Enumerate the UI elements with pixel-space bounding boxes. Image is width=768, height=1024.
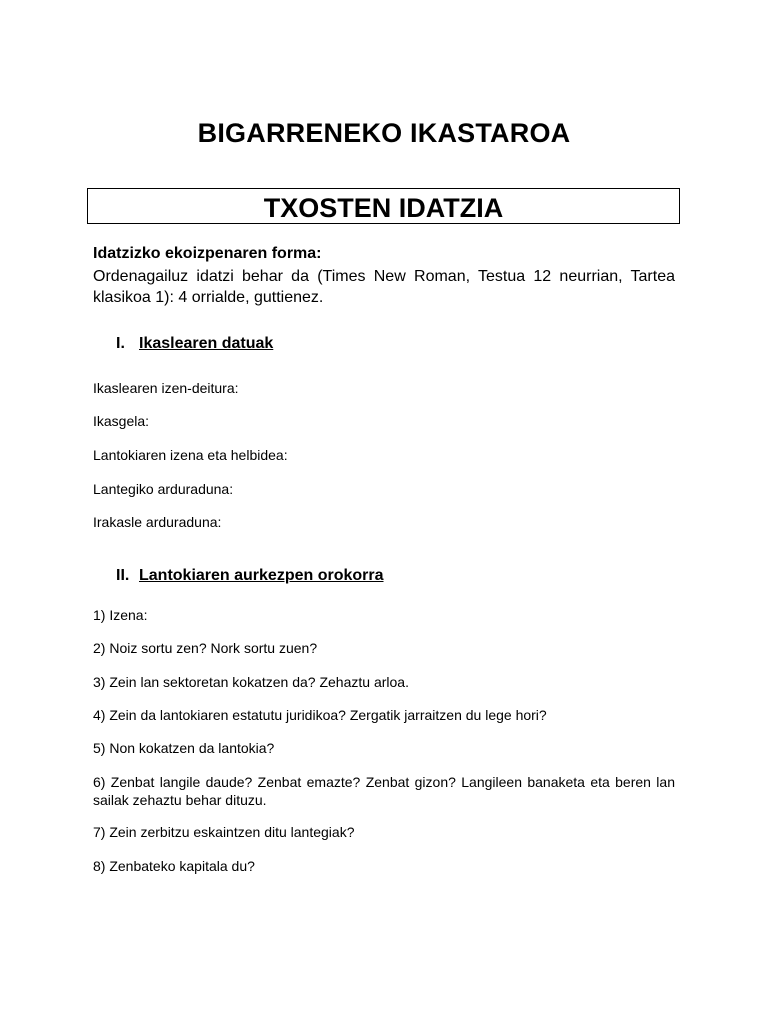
question-item: 2) Noiz sortu zen? Nork sortu zuen?: [93, 640, 318, 656]
section-number: II.: [116, 567, 130, 584]
intro-heading: Idatzizko ekoizpenaren forma:: [93, 245, 322, 262]
question-item: 4) Zein da lantokiaren estatutu juridikoa? Zergatik jarraitzen du lege hori?: [93, 707, 547, 723]
field-teacher: Irakasle arduraduna:: [93, 514, 222, 530]
section-heading-2: [116, 567, 384, 585]
field-class: Ikasgela:: [93, 413, 150, 429]
document-title: BIGARRENEKO IKASTAROA: [197, 118, 571, 148]
question-item: 7) Zein zerbitzu eskaintzen ditu lantegiak?: [93, 824, 355, 840]
question-item: 3) Zein lan sektoretan kokatzen da? Zehaztu arloa.: [93, 674, 409, 690]
section-title: Lantokiaren aurkezpen orokorra: [139, 567, 384, 584]
question-item: 5) Non kokatzen da lantokia?: [93, 740, 275, 756]
question-item: 8) Zenbateko kapitala du?: [93, 858, 255, 874]
question-item: 1) Izena:: [93, 607, 148, 623]
section-heading-1: [116, 335, 273, 353]
question-item: 6) Zenbat langile daude? Zenbat emazte? Zenbat gizon? Langileen banaketa eta beren lan sailak zehaztu behar dituzu.: [93, 774, 675, 808]
section-title: Ikaslearen datuak: [139, 335, 274, 352]
section-number: I.: [116, 335, 125, 352]
boxed-title: TXOSTEN IDATZIA: [87, 188, 680, 224]
field-workshop-manager: Lantegiko arduraduna:: [93, 481, 234, 497]
field-student-name: Ikaslearen izen-deitura:: [93, 380, 239, 396]
intro-body: Ordenagailuz idatzi behar da (Times New Roman, Testua 12 neurrian, Tartea klasikoa 1): 4 orrialde, guttienez.: [93, 268, 675, 306]
field-workplace: Lantokiaren izena eta helbidea:: [93, 447, 288, 463]
